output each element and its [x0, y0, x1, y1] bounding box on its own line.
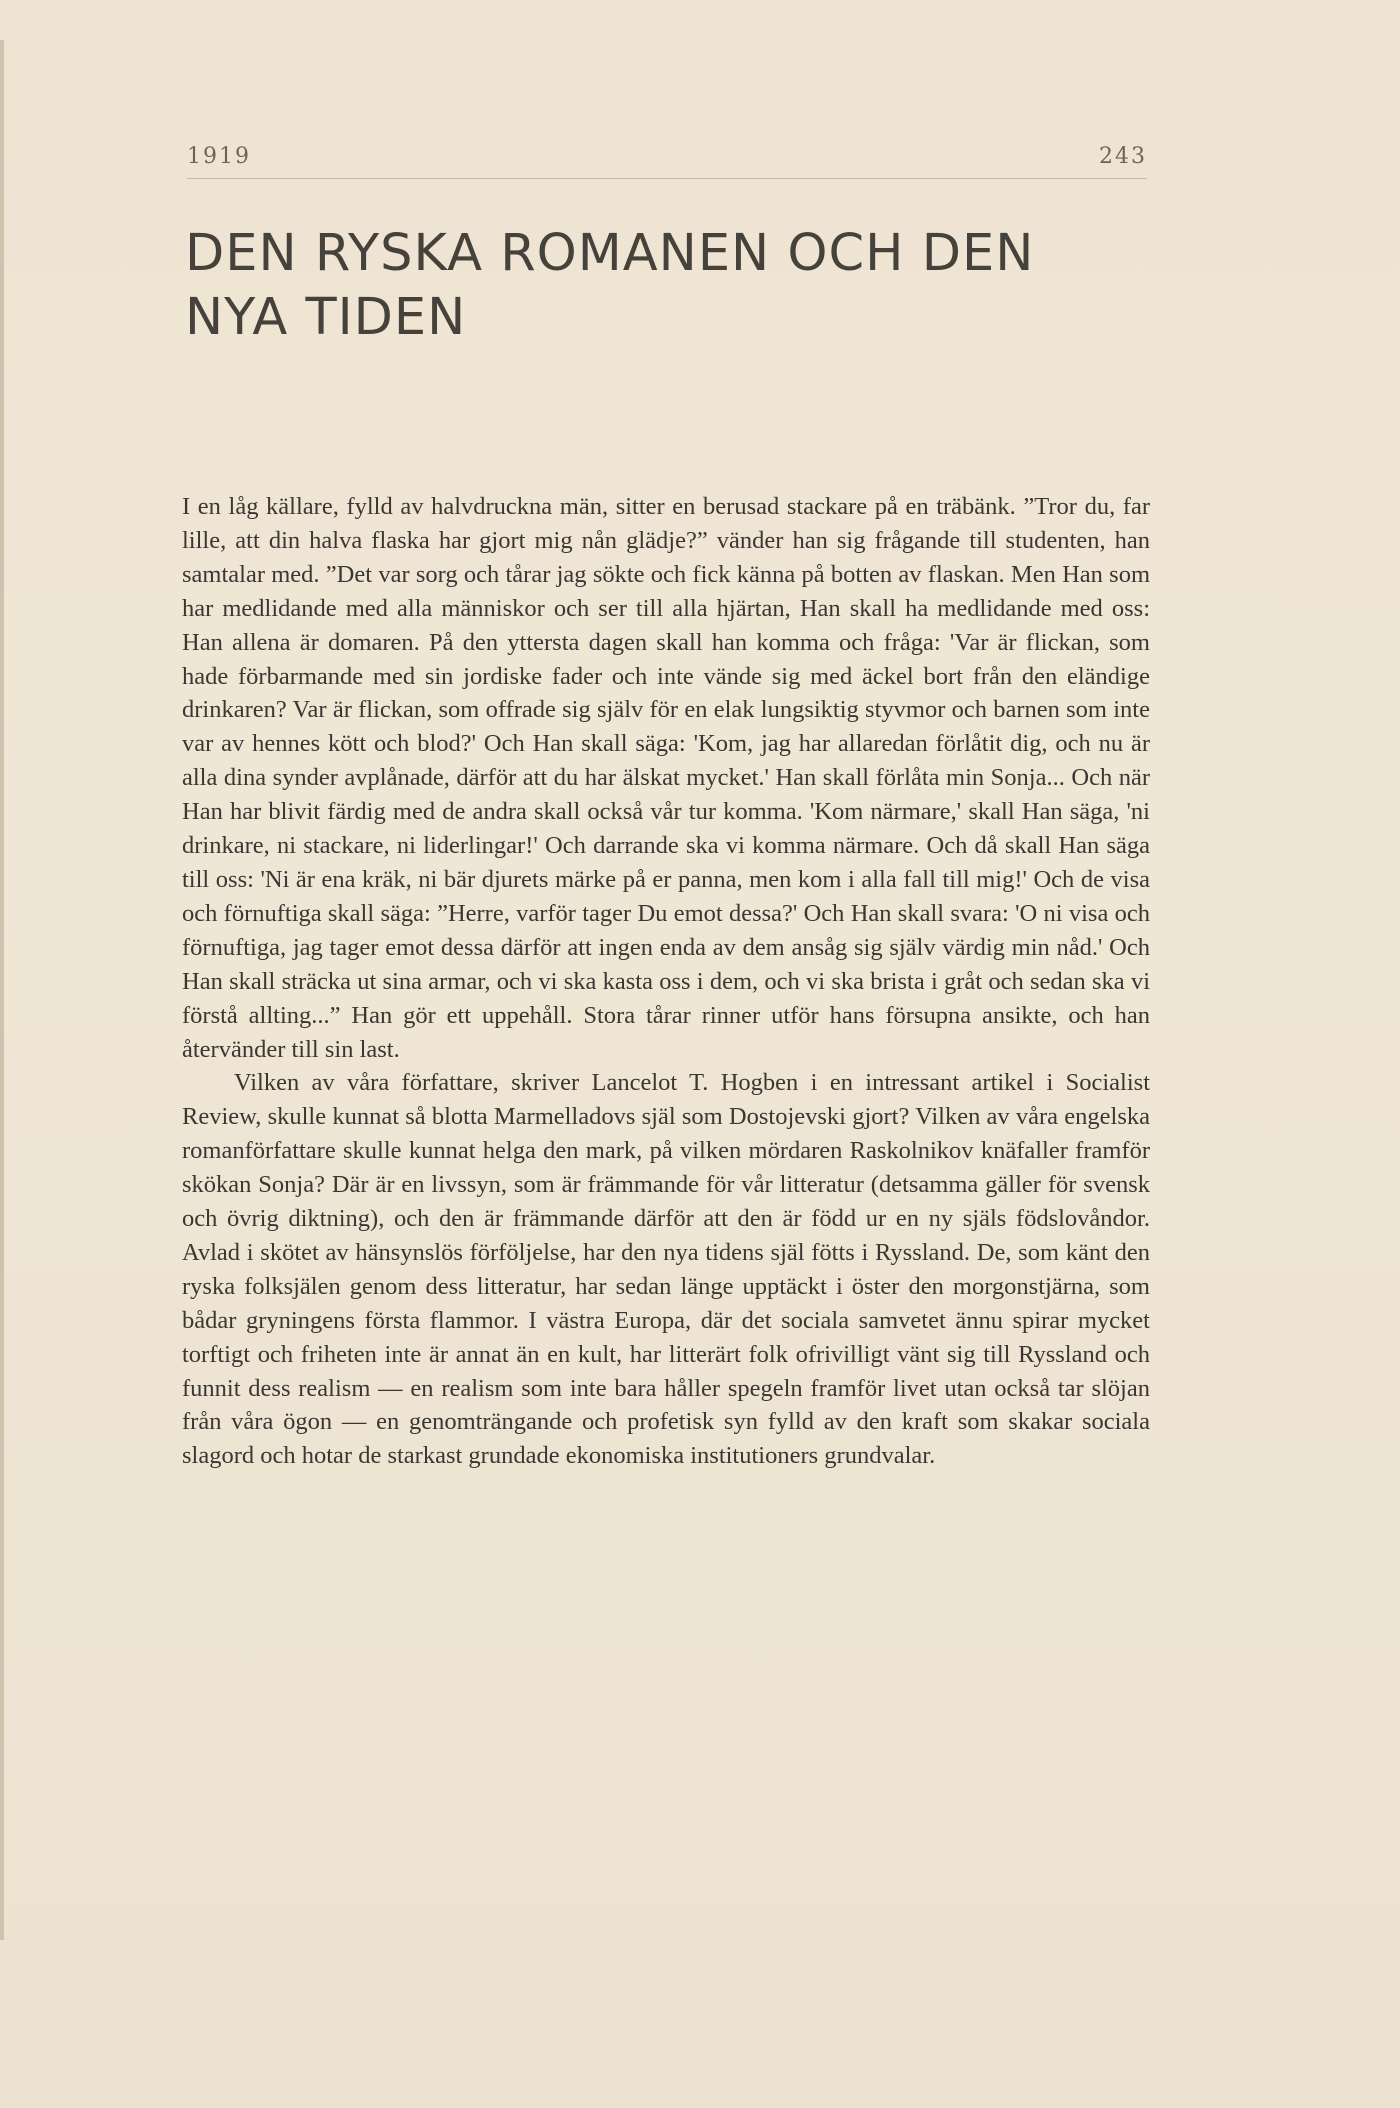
page-edge	[0, 40, 4, 1940]
page-number: 243	[1099, 144, 1147, 169]
running-head	[187, 138, 1147, 179]
header-year: 1919	[187, 144, 251, 169]
article-body	[182, 490, 1150, 1473]
body-paragraph-1: I en låg källare, fylld av halvdruckna män, sitter en berusad stackare på en träbänk. ”Tror du, far lille, att din halva flaska har gjort mig nån glädje?” vänder han sig frågande till studenten, han samtalar med. ”Det var sorg och tårar jag sökte och fick känna på botten av flaskan. Men Han som har medlidande med alla människor och ser till alla hjärtan, Han skall ha medlidande med oss: Han allena är domaren. På den yttersta dagen skall han komma och fråga: 'Var är flickan, som hade förbarmande med sin jordiske fader och inte vände sig med äckel bort från den eländige drinkaren? Var är flickan, som offrade sig själv för en elak lungsiktig styvmor och barnen som inte var av hennes kött och blod?' Och Han skall säga: 'Kom, jag har allaredan förlåtit dig, och nu är alla dina synder avplånade, därför att du har älskat mycket.' Han skall förlåta min Sonja... Och när Han har blivit färdig med de andra skall också vår tur komma. 'Kom närmare,' skall Han säga, 'ni drinkare, ni stackare, ni liderlingar!' Och darrande ska vi komma närmare. Och då skall Han säga till oss: 'Ni är ena kräk, ni bär djurets märke på er panna, men kom i alla fall till mig!' Och de visa och förnuftiga skall säga: ”Herre, varför tager Du emot dessa?' Och Han skall svara: 'O ni visa och förnuftiga, jag tager emot dessa därför att ingen enda av dem ansåg sig själv värdig min nåd.' Och Han skall sträcka ut sina armar, och vi ska kasta oss i dem, och vi ska brista i gråt och sedan ska vi förstå allting...” Han gör ett uppehåll. Stora tårar rinner utför hans försupna ansikte, och han återvänder till sin last.	[182, 493, 1150, 1063]
article-title	[185, 222, 1165, 350]
article-title-line-1: DEN RYSKA ROMANEN OCH DEN	[185, 224, 1035, 283]
body-paragraph-2: Vilken av våra författare, skriver Lancelot T. Hogben i en intressant artikel i Socialist Review, skulle kunnat så blotta Marmelladovs själ som Dostojevski gjort? Vilken av våra engelska romanförfattare skulle kunnat helga den mark, på vilken mördaren Raskolnikov knäfaller framför skökan Sonja? Där är en livssyn, som är främmande för vår litteratur (detsamma gäller för svensk och övrig diktning), och den är främmande därför att den är född ur en ny själs födslovåndor. Avlad i skötet av hänsynslös förföljelse, har den nya tidens själ fötts i Ryssland. De, som känt den ryska folksjälen genom dess litteratur, har sedan länge upptäckt i öster den morgonstjärna, som bådar gryningens första flammor. I västra Europa, där det sociala samvetet ännu spirar mycket torftigt och friheten inte är annat än en kult, har litterärt folk ofrivilligt vänt sig till Ryssland och funnit dess realism — en realism som inte bara håller spegeln framför livet utan också tar slöjan från våra ögon — en genomträngande och profetisk syn fylld av den kraft som skakar sociala slagord och hotar de starkast grundade ekonomiska institutioners grundvalar.	[182, 1069, 1150, 1470]
article-title-line-2: NYA TIDEN	[185, 288, 467, 347]
